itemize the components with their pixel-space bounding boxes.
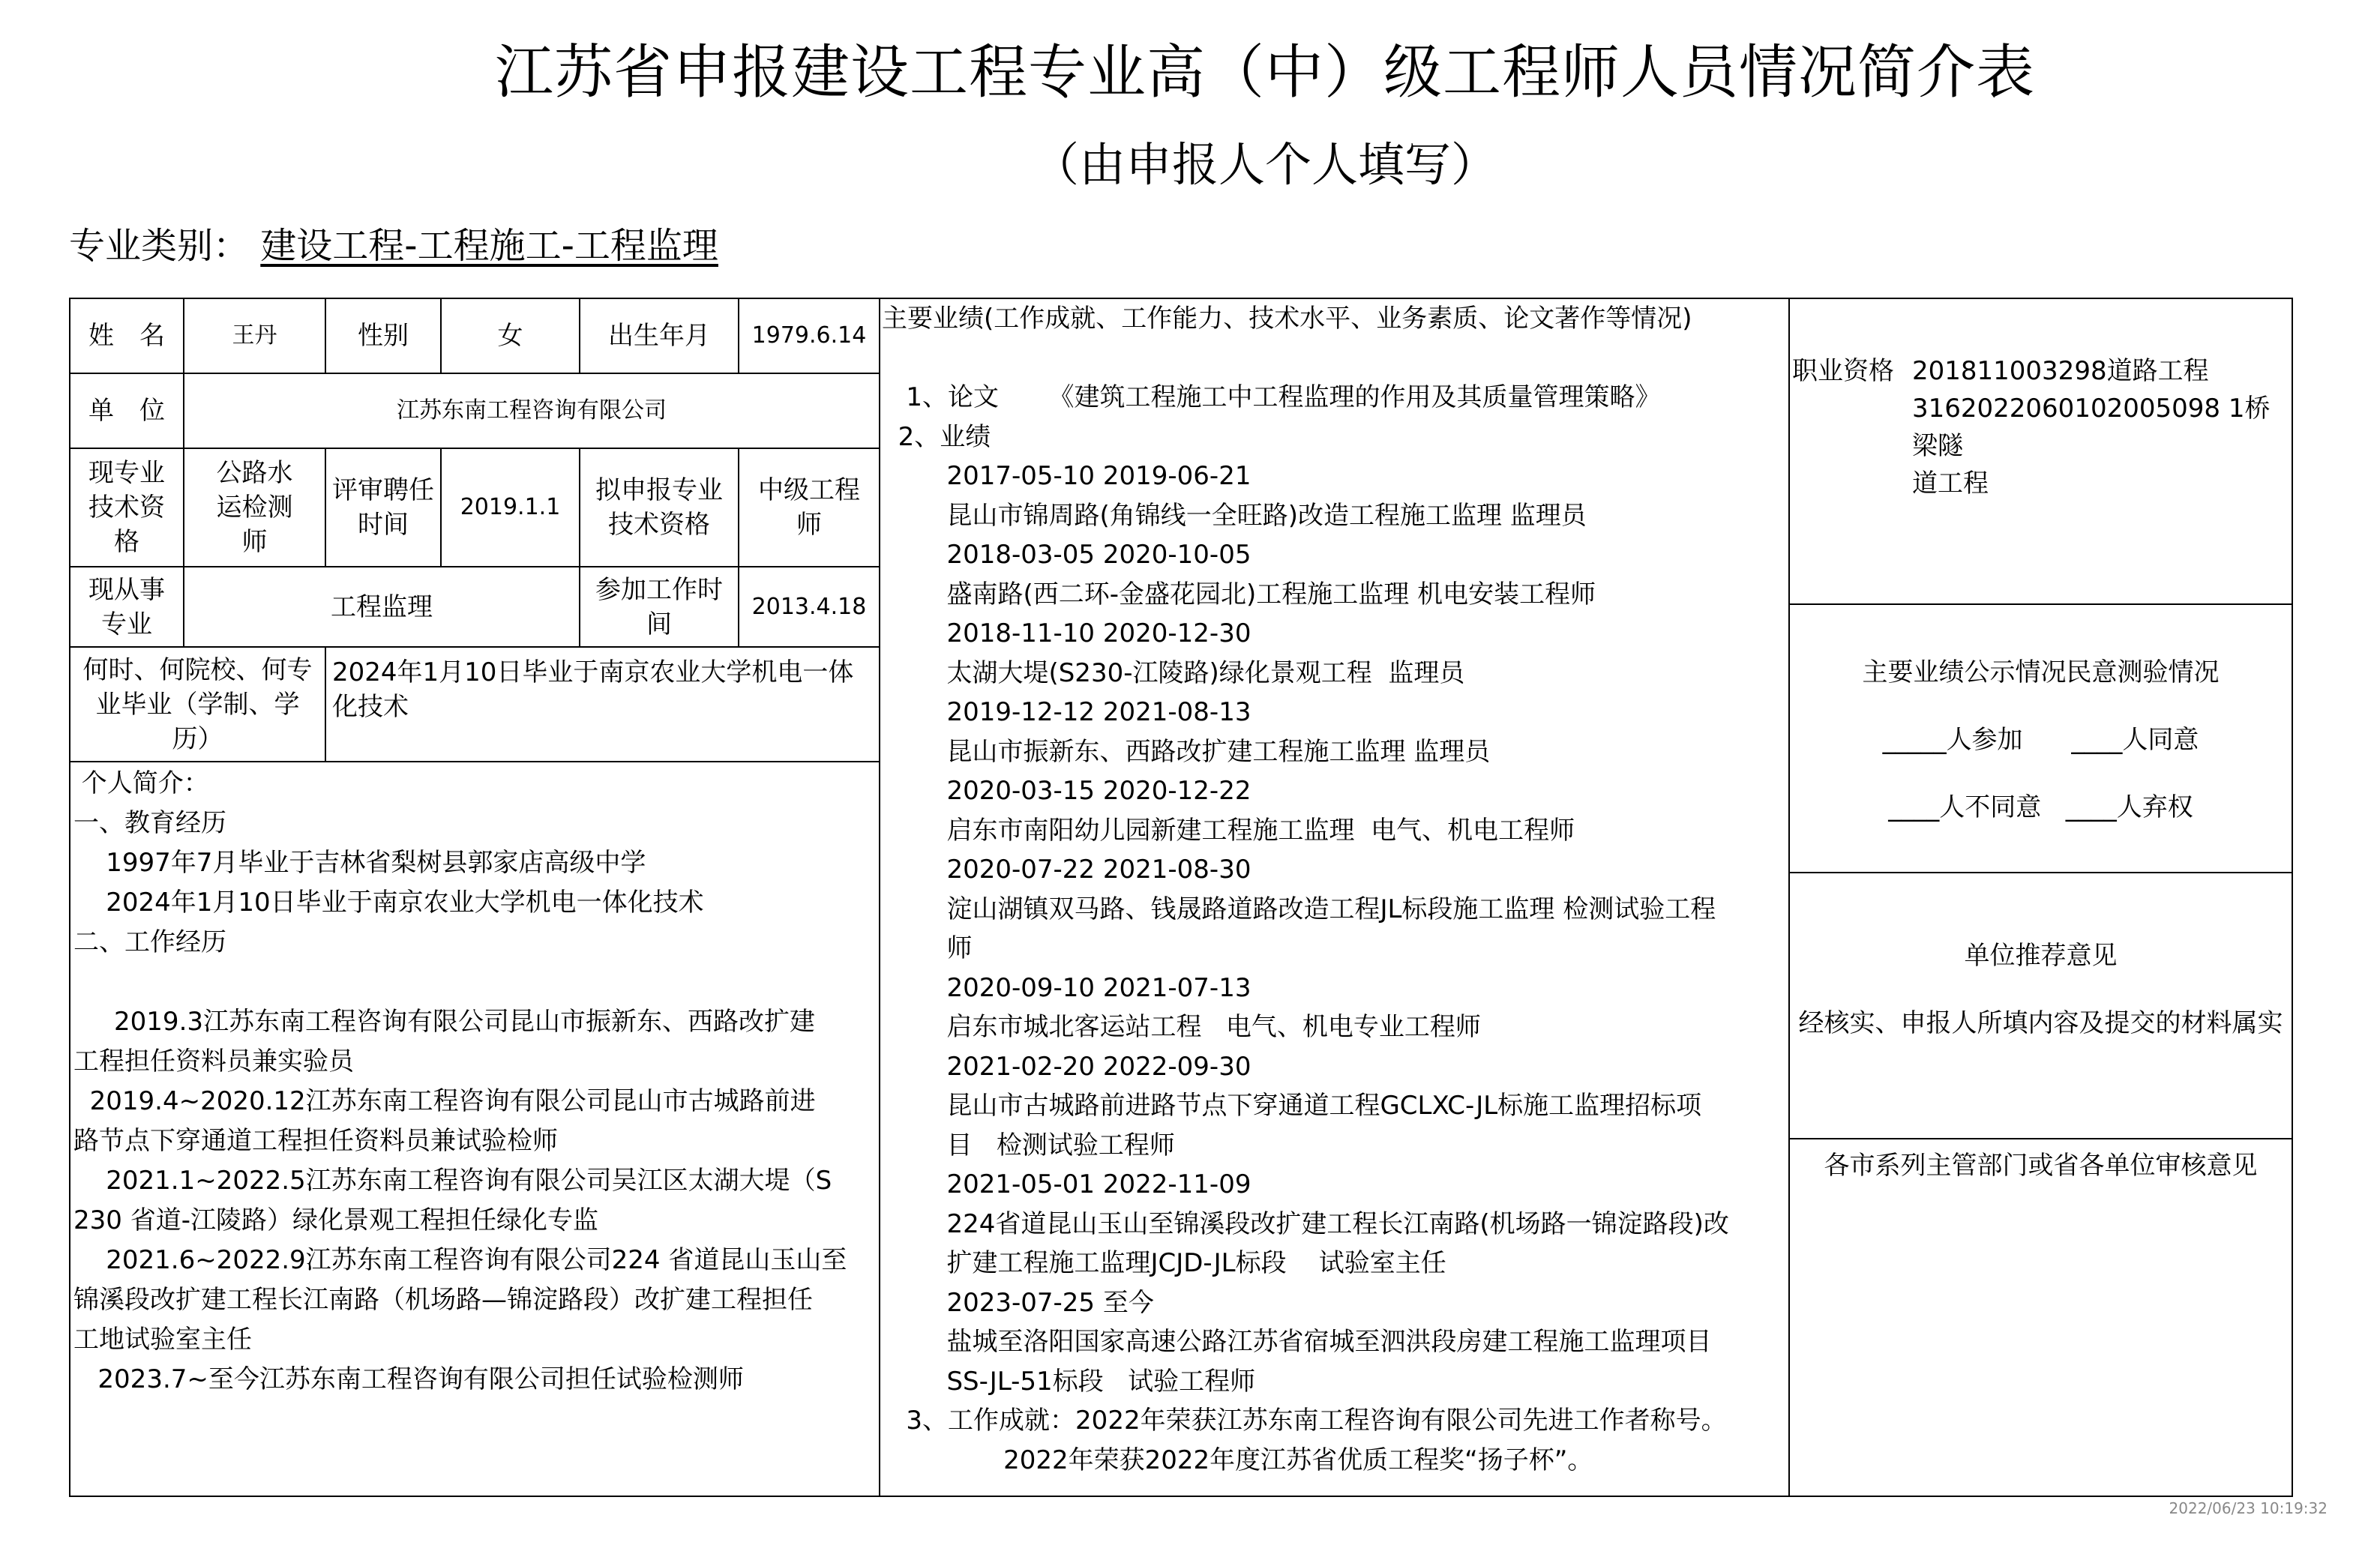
text-line: 2022年荣获2022年度江苏省优质工程奖“扬子杯”。 (882, 1445, 1593, 1475)
text-line: 个人简介： (73, 768, 209, 798)
category-label: 专业类别： (69, 225, 250, 267)
text-line: 启东市城北客运站工程 电气、机电专业工程师 (882, 1012, 1481, 1042)
text-line: 昆山市锦周路(角锦线一全旺路)改造工程施工监理 监理员 (882, 500, 1587, 531)
qual-value: 公路水运检测师 (216, 458, 293, 557)
apply-value: 中级工程师 (758, 475, 860, 540)
text-line: 昆山市古城路前进路节点下穿通道工程GCLXC-JL标施工监理招标项 (882, 1091, 1702, 1121)
text-line: 盐城至洛阳国家高速公路江苏省宿城至泗洪段房建工程施工监理项目 (882, 1327, 1712, 1357)
text-line: 2020-03-15 2020-12-22 (882, 776, 1251, 806)
name-label: 姓 名 (88, 321, 165, 351)
text-line: 2020-09-10 2021-07-13 (882, 972, 1251, 1003)
survey-block (1790, 605, 2292, 872)
text-line: 太湖大堤(S230-江陵路)绿化景观工程 监理员 (882, 657, 1465, 688)
text-line: 师 (882, 933, 973, 963)
grad-label: 何时、何院校、何专业毕业（学制、学历） (82, 654, 313, 754)
text-line: 2020-07-22 2021-08-30 (882, 855, 1251, 885)
text-line: 2023-07-25 至今 (882, 1287, 1154, 1318)
text-line: 启东市南阳幼儿园新建工程施工监理 电气、机电工程师 (882, 815, 1575, 846)
profile-block (73, 765, 876, 1492)
page-title: 江苏省申报建设工程专业高（中）级工程师人员情况简介表 (494, 39, 2035, 106)
text-line: 3、工作成就：2022年荣获江苏东南工程咨询有限公司先进工作者称号。 (882, 1406, 1727, 1436)
cert-line: 3162022060102005098 1桥梁隧 (1912, 394, 2271, 461)
text-line: 2019.4~2020.12江苏东南工程咨询有限公司昆山市古城路前进 (73, 1086, 816, 1116)
text-line: 224省道昆山玉山至锦溪段改扩建工程长江南路(机场路一锦淀路段)改 (882, 1208, 1729, 1239)
cert-line: 201811003298道路工程 (1912, 356, 2209, 386)
appoint-label: 评审聘任时间 (332, 475, 434, 540)
cert-line: 道工程 (1912, 469, 1989, 499)
survey-line2: ____人不同意 ____人弃权 (1888, 792, 2193, 822)
text-line: 2019.3江苏东南工程咨询有限公司昆山市振新东、西路改扩建 (73, 1007, 816, 1037)
text-line: 工程担任资料员兼实验员 (73, 1046, 354, 1076)
text-line: 2019-12-12 2021-08-13 (882, 697, 1251, 727)
text-line: 扩建工程施工监理JCJD-JL标段 试验室主任 (882, 1248, 1446, 1278)
text-line: 2021.1~2022.5江苏东南工程咨询有限公司吴江区太湖大堤（S (73, 1166, 832, 1196)
text-line: 1997年7月毕业于吉林省梨树县郭家店高级中学 (73, 848, 646, 878)
cert-lines (1912, 352, 2287, 502)
recommend-text: 经核实、申报人所填内容及提交的材料属实 (1798, 1008, 2283, 1038)
text-line: 主要业绩(工作成就、工作能力、技术水平、业务素质、论文著作等情况) (882, 304, 1692, 334)
text-line: 2021.6~2022.9江苏东南工程咨询有限公司224 省道昆山玉山至 (73, 1245, 847, 1275)
page-subtitle: （由申报人个人填写） (1032, 137, 1497, 192)
text-line: 2018-03-05 2020-10-05 (882, 540, 1251, 570)
survey-title: 主要业绩公示情况民意测验情况 (1862, 657, 2220, 687)
appoint-value: 2019.1.1 (460, 494, 561, 520)
recommend-title: 单位推荐意见 (1964, 941, 2118, 971)
text-line: 2021-05-01 2022-11-09 (882, 1169, 1251, 1199)
text-line: 2017-05-10 2019-06-21 (882, 461, 1251, 491)
birth-label: 出生年月 (608, 321, 710, 351)
survey-line1: _____人参加 ____人同意 (1882, 725, 2199, 755)
text-line: 2024年1月10日毕业于南京农业大学机电一体化技术 (73, 888, 704, 918)
timestamp: 2022/06/23 10:19:32 (2169, 1499, 2328, 1517)
cert-block (1792, 352, 2287, 600)
recommend-block (1790, 873, 2292, 1138)
unit-value: 江苏东南工程咨询有限公司 (397, 397, 667, 424)
text-line: 路节点下穿通道工程担任资料员兼试验检师 (73, 1126, 558, 1156)
qual-label: 现专业技术资格 (88, 458, 165, 557)
category-row (69, 219, 718, 273)
text-line: 2、业绩 (882, 421, 991, 452)
text-line: 二、工作经历 (73, 927, 226, 957)
work-label: 参加工作时间 (595, 574, 723, 639)
work-value: 2013.4.18 (751, 593, 867, 620)
review-title: 各市系列主管部门或省各单位审核意见 (1824, 1151, 2258, 1181)
text-line: 1、论文 《建筑工程施工中工程监理的作用及其质量管理策略》 (882, 382, 1661, 412)
text-line: 一、教育经历 (73, 808, 226, 838)
review-block (1790, 1139, 2292, 1496)
birth-value: 1979.6.14 (751, 322, 867, 349)
grad-value: 2024年1月10日毕业于南京农业大学机电一体化技术 (332, 657, 854, 722)
major-value: 工程监理 (331, 591, 433, 622)
text-line: 2023.7~至今江苏东南工程咨询有限公司担任试验检测师 (73, 1364, 744, 1394)
gender-label: 性别 (358, 321, 409, 351)
cert-label: 职业资格 (1792, 356, 1894, 386)
name-value: 王丹 (232, 322, 277, 349)
text-line: 淀山湖镇双马路、钱晟路道路改造工程JL标段施工监理 检测试验工程 (882, 894, 1716, 924)
gender-value: 女 (497, 321, 523, 351)
unit-label: 单 位 (88, 396, 165, 426)
major-label: 现从事专业 (88, 574, 165, 639)
text-line: 目 检测试验工程师 (882, 1130, 1175, 1160)
achievements-block (882, 300, 1785, 1492)
text-line: 锦溪段改扩建工程长江南路（机场路—锦淀路段）改扩建工程担任 (73, 1285, 813, 1315)
category-value: 建设工程-工程施工-工程监理 (260, 225, 718, 267)
text-line: 230 省道-江陵路）绿化景观工程担任绿化专监 (73, 1205, 598, 1235)
text-line: 2018-11-10 2020-12-30 (882, 618, 1251, 648)
apply-label: 拟申报专业技术资格 (595, 475, 723, 540)
text-line: 盛南路(西二环-金盛花园北)工程施工监理 机电安装工程师 (882, 579, 1596, 609)
text-line: 工地试验室主任 (73, 1325, 252, 1355)
text-line: 昆山市振新东、西路改扩建工程施工监理 监理员 (882, 736, 1491, 767)
text-line: 2021-02-20 2022-09-30 (882, 1051, 1251, 1082)
text-line: SS-JL-51标段 试验工程师 (882, 1366, 1256, 1397)
